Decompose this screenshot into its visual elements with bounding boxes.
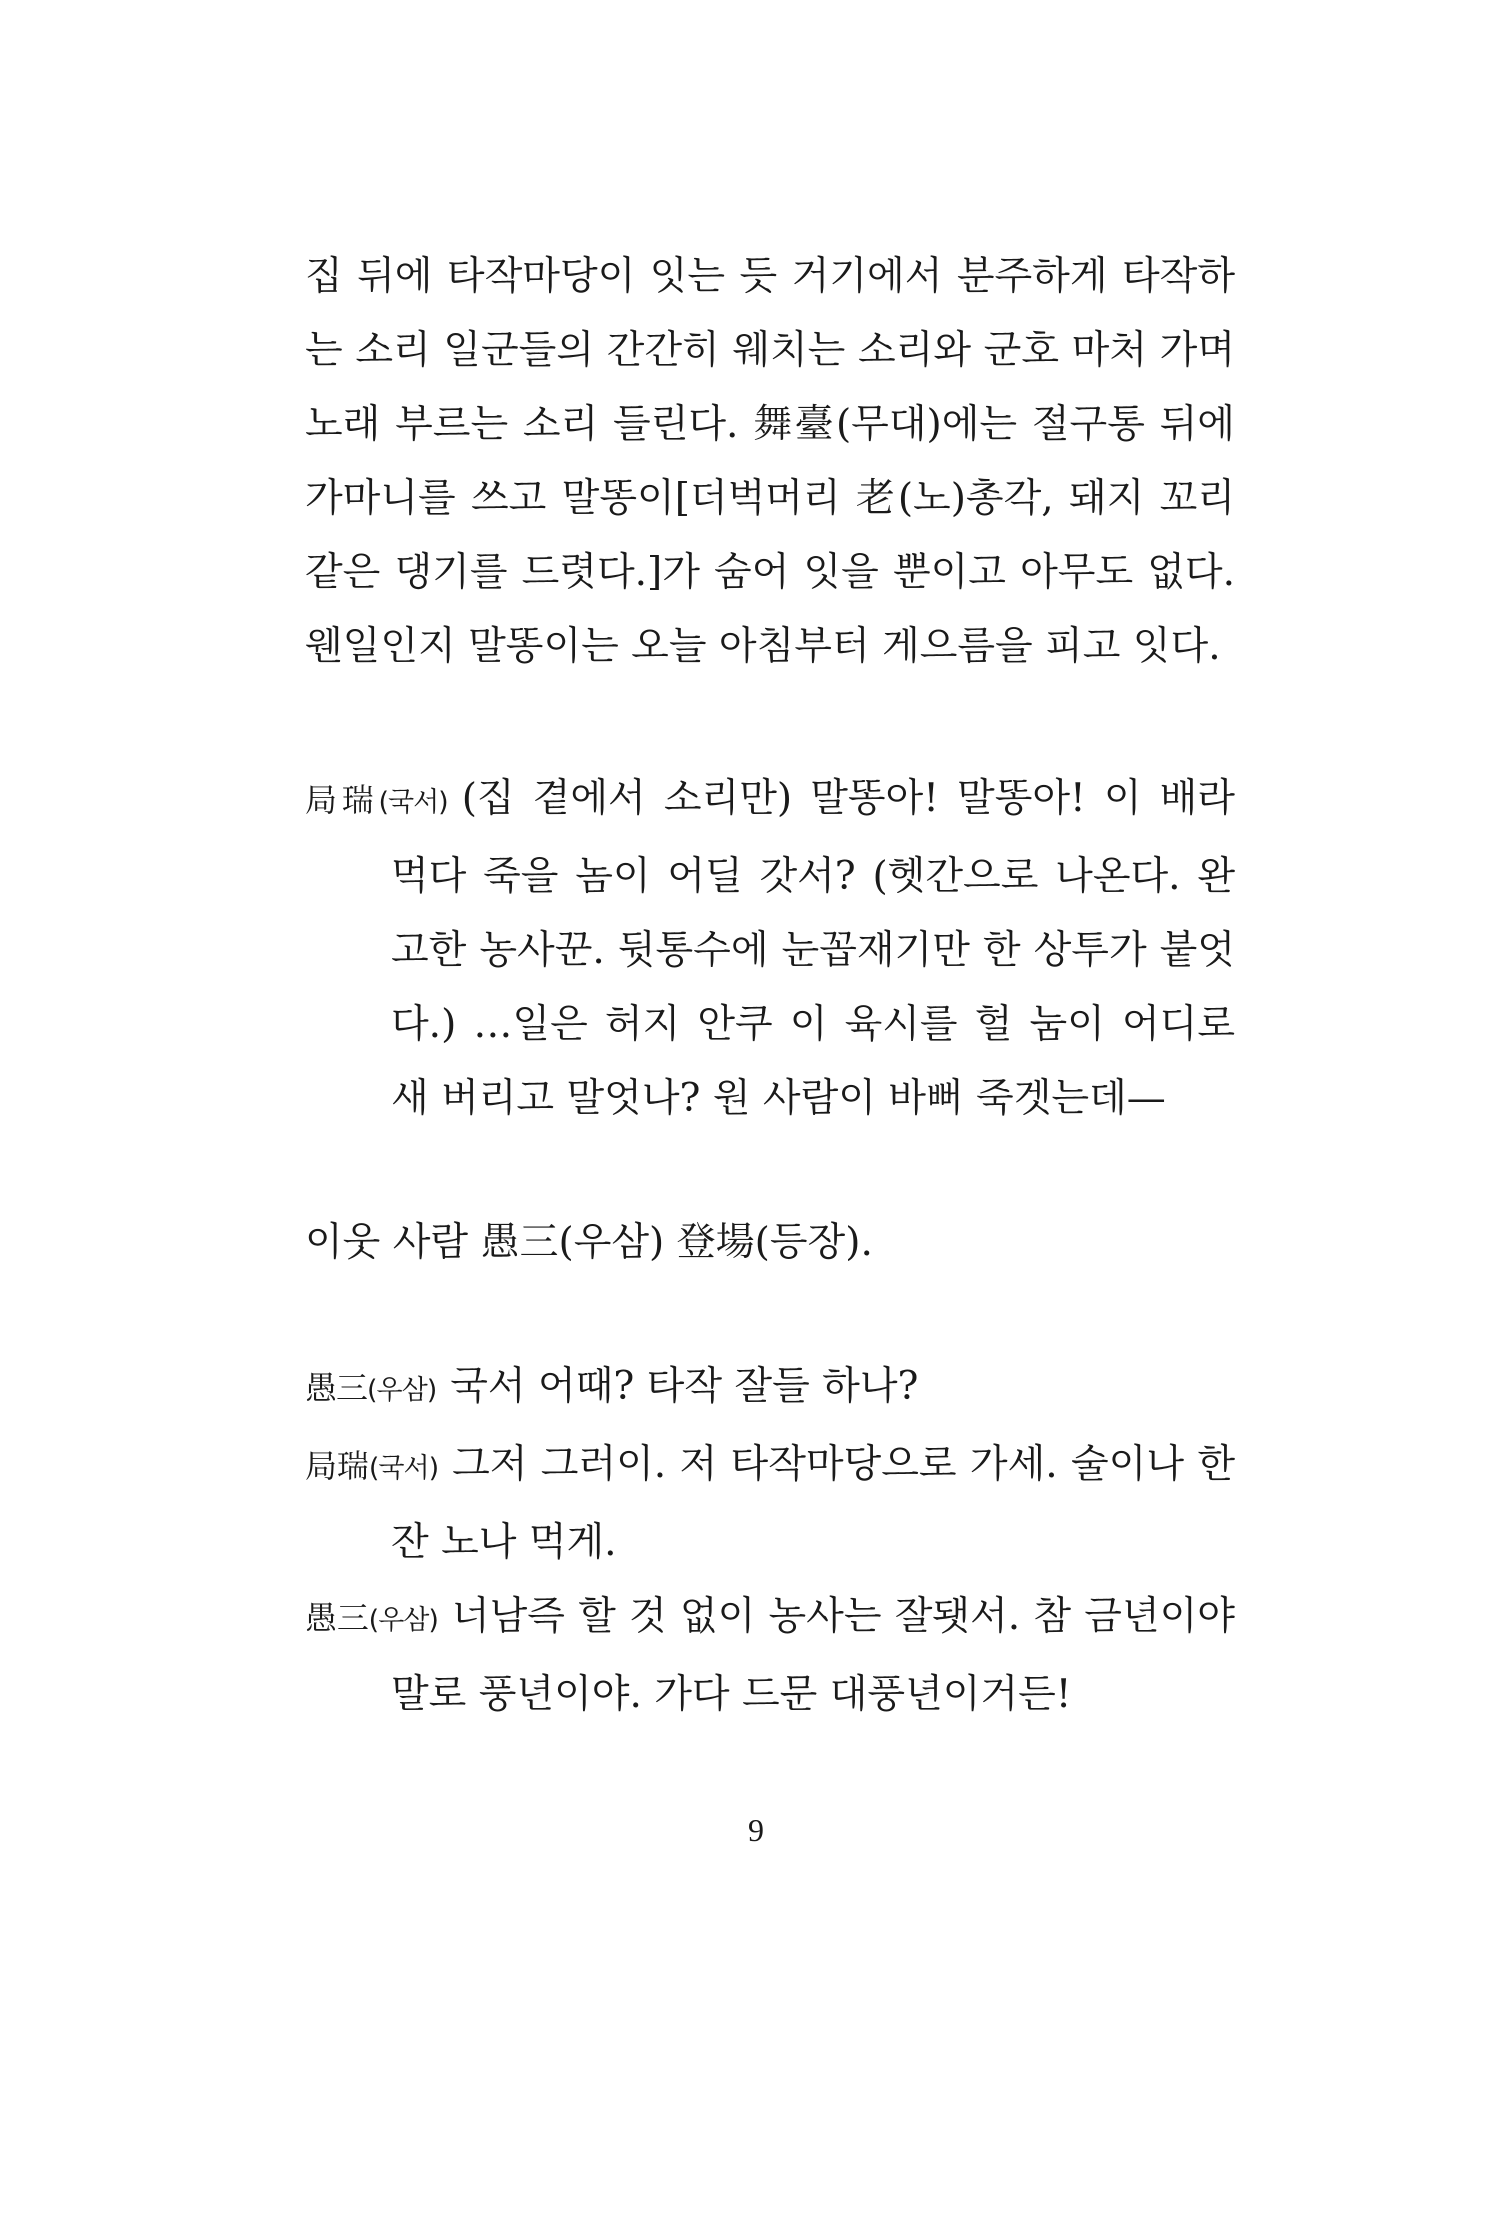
spacer	[305, 1280, 1235, 1350]
dialogue-text: 너남즉 할 것 없이 농사는 잘됏서. 참 금년이야말로 풍년이야. 가다 드문 대풍년이거든!	[391, 1594, 1235, 1717]
speaker-reading: (우삼)	[368, 1605, 438, 1636]
stage-direction-entrance: 이웃 사람 愚三(우삼) 登場(등장).	[305, 1220, 873, 1265]
dialogue-text: 그저 그러이. 저 타작마당으로 가세. 술이나 한 잔 노나 먹게.	[391, 1442, 1235, 1565]
speaker-reading: (국서)	[368, 1453, 439, 1484]
speaker-hanja: 愚三	[305, 1599, 369, 1637]
spacer	[305, 1136, 1235, 1206]
speaker-reading: (국서)	[378, 787, 448, 818]
dialogue-line-2	[305, 1350, 1235, 1428]
dialogue-text: 국서 어때? 타작 잘들 하나?	[450, 1364, 919, 1409]
speaker-hanja: 局瑞	[305, 1447, 369, 1485]
dialogue-text: (집 곁에서 소리만) 말똥아! 말똥아! 이 배라 먹다 죽을 놈이 어딜 갓서? (헷간으로 나온다. 완고한 농사꾼. 뒷통수에 눈꼽재기만 한 상투가 붙엇다.) …일은 허지 안쿠 이 육시를 헐 눔이 어디로 새 버리고 말엇나? 원 사람이 바뻐 죽겟는데—	[391, 776, 1235, 1121]
speaker-hanja: 局瑞	[305, 781, 379, 819]
dialogue-line-3	[305, 1428, 1235, 1580]
page-body	[305, 240, 1235, 1732]
speaker-hanja: 愚三	[305, 1369, 368, 1407]
speaker-name	[305, 1599, 438, 1637]
speaker-name	[305, 1447, 438, 1485]
speaker-name	[305, 1369, 436, 1407]
speaker-reading: (우삼)	[367, 1375, 437, 1406]
dialogue-line-4	[305, 1580, 1235, 1732]
spacer	[305, 684, 1235, 762]
dialogue-line-1	[305, 762, 1235, 1136]
stage-direction-opening: 집 뒤에 타작마당이 잇는 듯 거기에서 분주하게 타작하는 소리 일군들의 간간히 웨치는 소리와 군호 마처 가며 노래 부르는 소리 들린다. 舞臺(무대)에는 절구통 뒤에 가마니를 쓰고 말똥이[더벅머리 老(노)총각, 돼지 꼬리 같은 댕기를 드렷다.]가 숨어 잇을 뿐이고 아무도 없다. 웬일인지 말똥이는 오늘 아침부터 게으름을 피고 잇다.	[305, 254, 1235, 669]
page-number: 9	[748, 1812, 764, 1848]
speaker-name	[305, 781, 448, 819]
